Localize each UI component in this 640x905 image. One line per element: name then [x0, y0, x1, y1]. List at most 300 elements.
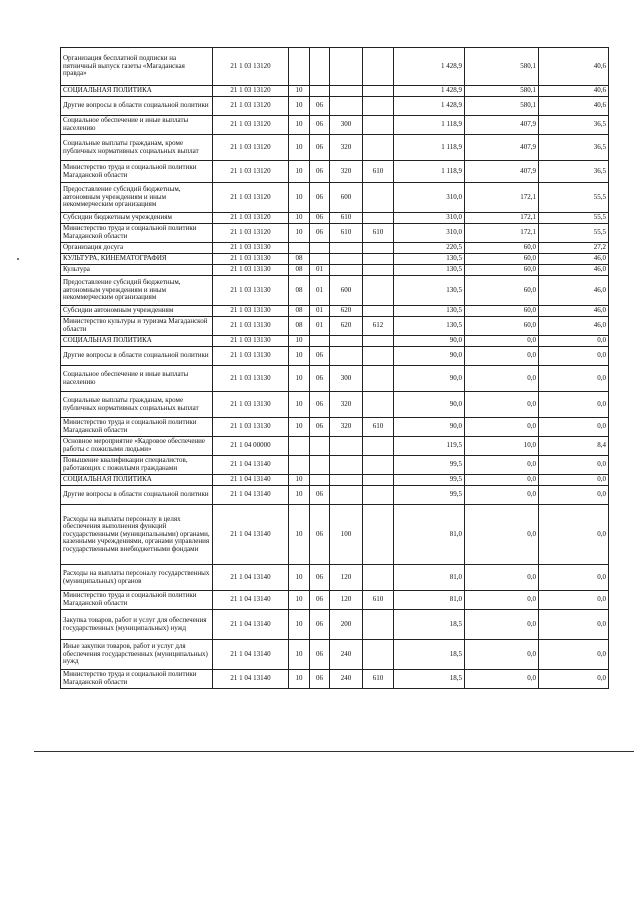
table-row — [61, 475, 609, 486]
row-expense-type: 600 — [330, 276, 363, 306]
row-section: 10 — [289, 505, 310, 565]
row-planned-amount: 310,0 — [394, 183, 465, 213]
row-planned-amount: 18,5 — [394, 670, 465, 689]
row-name: Министерство труда и социальной политики Магаданской области — [61, 418, 213, 437]
row-execution-percent: 36,5 — [539, 161, 609, 183]
row-section: 10 — [289, 116, 310, 135]
table-row — [61, 392, 609, 418]
row-subsection — [310, 86, 330, 97]
row-execution-percent: 55,5 — [539, 183, 609, 213]
row-subsection: 06 — [310, 392, 330, 418]
row-executed-amount: 407,9 — [465, 116, 539, 135]
row-name: Основное мероприятие «Кадровое обеспечение работы с пожилыми людьми» — [61, 437, 213, 456]
row-execution-percent: 0,0 — [539, 565, 609, 591]
row-section: 08 — [289, 254, 310, 265]
table-row — [61, 48, 609, 86]
row-planned-amount: 99,5 — [394, 475, 465, 486]
table-row — [61, 224, 609, 243]
row-executed-amount: 60,0 — [465, 306, 539, 317]
row-expense-type — [330, 243, 363, 254]
row-name: Повышение квалификации специалистов, работающих с пожилыми гражданами — [61, 456, 213, 475]
row-department — [363, 48, 394, 86]
row-department — [363, 640, 394, 670]
row-expense-type: 240 — [330, 640, 363, 670]
row-planned-amount: 1 118,9 — [394, 116, 465, 135]
table-row — [61, 347, 609, 366]
row-planned-amount: 18,5 — [394, 640, 465, 670]
row-subsection: 06 — [310, 161, 330, 183]
row-execution-percent: 0,0 — [539, 640, 609, 670]
row-execution-percent: 0,0 — [539, 610, 609, 640]
row-name: СОЦИАЛЬНАЯ ПОЛИТИКА — [61, 475, 213, 486]
scan-speck — [17, 258, 19, 260]
row-planned-amount: 1 118,9 — [394, 161, 465, 183]
row-target-code: 21 1 03 13130 — [213, 347, 289, 366]
row-department — [363, 456, 394, 475]
row-department — [363, 610, 394, 640]
table-row — [61, 183, 609, 213]
row-department: 610 — [363, 224, 394, 243]
row-subsection: 06 — [310, 565, 330, 591]
row-expense-type: 600 — [330, 183, 363, 213]
row-executed-amount: 60,0 — [465, 265, 539, 276]
row-name: Министерство культуры и туризма Магаданской области — [61, 317, 213, 336]
row-executed-amount: 60,0 — [465, 243, 539, 254]
row-planned-amount: 81,0 — [394, 565, 465, 591]
row-planned-amount: 310,0 — [394, 213, 465, 224]
row-subsection: 06 — [310, 610, 330, 640]
row-planned-amount: 1 118,9 — [394, 135, 465, 161]
row-subsection — [310, 336, 330, 347]
row-expense-type: 120 — [330, 565, 363, 591]
row-target-code: 21 1 03 13130 — [213, 306, 289, 317]
row-executed-amount: 407,9 — [465, 135, 539, 161]
table-row — [61, 670, 609, 689]
row-name: Закупка товаров, работ и услуг для обеспечения государственных (муниципальных) нужд — [61, 610, 213, 640]
table-row — [61, 97, 609, 116]
table-row — [61, 86, 609, 97]
row-expense-type: 200 — [330, 610, 363, 640]
row-execution-percent: 36,5 — [539, 116, 609, 135]
row-subsection: 06 — [310, 213, 330, 224]
row-name: Предоставление субсидий бюджетным, автономным учреждениям и иным некоммерческим организациям — [61, 183, 213, 213]
table-row — [61, 276, 609, 306]
row-name: Другие вопросы в области социальной политики — [61, 347, 213, 366]
row-subsection: 01 — [310, 276, 330, 306]
row-section: 10 — [289, 418, 310, 437]
row-target-code: 21 1 04 13140 — [213, 475, 289, 486]
row-subsection: 06 — [310, 505, 330, 565]
row-executed-amount: 0,0 — [465, 640, 539, 670]
row-target-code: 21 1 03 13120 — [213, 161, 289, 183]
row-section: 10 — [289, 392, 310, 418]
row-expense-type: 620 — [330, 317, 363, 336]
row-planned-amount: 99,5 — [394, 486, 465, 505]
row-expense-type: 300 — [330, 116, 363, 135]
row-name: СОЦИАЛЬНАЯ ПОЛИТИКА — [61, 86, 213, 97]
row-execution-percent: 46,0 — [539, 265, 609, 276]
row-department — [363, 565, 394, 591]
row-target-code: 21 1 03 13120 — [213, 224, 289, 243]
row-execution-percent: 46,0 — [539, 306, 609, 317]
table-row — [61, 254, 609, 265]
row-target-code: 21 1 03 13130 — [213, 254, 289, 265]
row-name: Другие вопросы в области социальной политики — [61, 486, 213, 505]
row-target-code: 21 1 03 13120 — [213, 48, 289, 86]
table-row — [61, 243, 609, 254]
row-subsection — [310, 437, 330, 456]
row-name: Другие вопросы в области социальной политики — [61, 97, 213, 116]
row-executed-amount: 10,0 — [465, 437, 539, 456]
row-subsection: 06 — [310, 347, 330, 366]
row-name: Расходы на выплаты персоналу государственных (муниципальных) органов — [61, 565, 213, 591]
budget-table — [60, 47, 609, 689]
row-section: 08 — [289, 265, 310, 276]
row-expense-type: 320 — [330, 392, 363, 418]
row-expense-type: 320 — [330, 418, 363, 437]
row-department: 610 — [363, 161, 394, 183]
row-planned-amount: 1 428,9 — [394, 86, 465, 97]
row-department — [363, 392, 394, 418]
row-name: Социальные выплаты гражданам, кроме публичных нормативных социальных выплат — [61, 135, 213, 161]
table-row — [61, 437, 609, 456]
row-expense-type: 120 — [330, 591, 363, 610]
row-expense-type: 620 — [330, 306, 363, 317]
row-department — [363, 86, 394, 97]
row-name: Социальные выплаты гражданам, кроме публичных нормативных социальных выплат — [61, 392, 213, 418]
row-name: Иные закупки товаров, работ и услуг для обеспечения государственных (муниципальных) нужд — [61, 640, 213, 670]
row-subsection — [310, 48, 330, 86]
row-subsection: 06 — [310, 486, 330, 505]
row-target-code: 21 1 03 13120 — [213, 183, 289, 213]
row-department: 610 — [363, 418, 394, 437]
row-expense-type — [330, 475, 363, 486]
row-expense-type — [330, 347, 363, 366]
row-planned-amount: 1 428,9 — [394, 97, 465, 116]
row-planned-amount: 130,5 — [394, 276, 465, 306]
row-expense-type: 320 — [330, 161, 363, 183]
row-executed-amount: 0,0 — [465, 475, 539, 486]
row-execution-percent: 46,0 — [539, 317, 609, 336]
row-executed-amount: 407,9 — [465, 161, 539, 183]
row-department — [363, 475, 394, 486]
row-name: Министерство труда и социальной политики Магаданской области — [61, 224, 213, 243]
row-executed-amount: 0,0 — [465, 336, 539, 347]
row-planned-amount: 90,0 — [394, 418, 465, 437]
row-target-code: 21 1 03 13130 — [213, 418, 289, 437]
row-target-code: 21 1 04 13140 — [213, 456, 289, 475]
row-subsection: 06 — [310, 418, 330, 437]
row-department — [363, 306, 394, 317]
row-execution-percent: 36,5 — [539, 135, 609, 161]
row-subsection — [310, 456, 330, 475]
row-department — [363, 505, 394, 565]
row-name: Социальное обеспечение и иные выплаты населению — [61, 116, 213, 135]
row-target-code: 21 1 04 00000 — [213, 437, 289, 456]
row-subsection: 01 — [310, 306, 330, 317]
table-row — [61, 306, 609, 317]
row-expense-type — [330, 86, 363, 97]
row-department — [363, 366, 394, 392]
table-row — [61, 161, 609, 183]
row-section: 10 — [289, 366, 310, 392]
row-planned-amount: 1 428,9 — [394, 48, 465, 86]
table-row — [61, 366, 609, 392]
row-execution-percent: 0,0 — [539, 366, 609, 392]
row-target-code: 21 1 03 13120 — [213, 86, 289, 97]
row-name: Культура — [61, 265, 213, 276]
row-planned-amount: 90,0 — [394, 347, 465, 366]
row-executed-amount: 0,0 — [465, 418, 539, 437]
row-department — [363, 243, 394, 254]
row-planned-amount: 130,5 — [394, 265, 465, 276]
row-subsection: 06 — [310, 183, 330, 213]
row-expense-type — [330, 336, 363, 347]
row-name: Министерство труда и социальной политики Магаданской области — [61, 161, 213, 183]
row-expense-type: 320 — [330, 135, 363, 161]
row-planned-amount: 18,5 — [394, 610, 465, 640]
row-executed-amount: 0,0 — [465, 565, 539, 591]
row-department: 610 — [363, 670, 394, 689]
row-name: Организация досуга — [61, 243, 213, 254]
table-row — [61, 336, 609, 347]
table-row — [61, 135, 609, 161]
row-department — [363, 347, 394, 366]
row-expense-type — [330, 456, 363, 475]
row-target-code: 21 1 04 13140 — [213, 565, 289, 591]
row-execution-percent: 55,5 — [539, 224, 609, 243]
table-row — [61, 265, 609, 276]
row-section — [289, 437, 310, 456]
row-expense-type: 300 — [330, 366, 363, 392]
row-executed-amount: 580,1 — [465, 48, 539, 86]
row-executed-amount: 0,0 — [465, 505, 539, 565]
row-department — [363, 213, 394, 224]
row-subsection: 06 — [310, 366, 330, 392]
table-row — [61, 505, 609, 565]
row-subsection: 01 — [310, 265, 330, 276]
row-executed-amount: 60,0 — [465, 317, 539, 336]
row-department — [363, 437, 394, 456]
row-target-code: 21 1 03 13120 — [213, 97, 289, 116]
row-executed-amount: 580,1 — [465, 97, 539, 116]
row-executed-amount: 0,0 — [465, 347, 539, 366]
row-execution-percent: 0,0 — [539, 670, 609, 689]
row-planned-amount: 90,0 — [394, 392, 465, 418]
row-section — [289, 243, 310, 254]
row-section: 10 — [289, 224, 310, 243]
row-section: 08 — [289, 276, 310, 306]
row-target-code: 21 1 04 13140 — [213, 610, 289, 640]
table-row — [61, 213, 609, 224]
row-executed-amount: 60,0 — [465, 276, 539, 306]
row-planned-amount: 130,5 — [394, 306, 465, 317]
row-name: Субсидии бюджетным учреждениям — [61, 213, 213, 224]
row-name: Предоставление субсидий бюджетным, автономным учреждениям и иным некоммерческим организациям — [61, 276, 213, 306]
row-department — [363, 276, 394, 306]
row-expense-type: 240 — [330, 670, 363, 689]
row-department — [363, 254, 394, 265]
row-section: 10 — [289, 610, 310, 640]
budget-table-body — [61, 48, 609, 689]
row-target-code: 21 1 03 13120 — [213, 135, 289, 161]
row-section: 10 — [289, 213, 310, 224]
row-executed-amount: 172,1 — [465, 183, 539, 213]
row-expense-type — [330, 254, 363, 265]
row-target-code: 21 1 03 13130 — [213, 317, 289, 336]
row-execution-percent: 0,0 — [539, 475, 609, 486]
page-bottom-rule — [34, 751, 634, 752]
row-section: 10 — [289, 336, 310, 347]
row-name: Министерство труда и социальной политики Магаданской области — [61, 670, 213, 689]
row-target-code: 21 1 03 13130 — [213, 243, 289, 254]
row-section: 10 — [289, 640, 310, 670]
row-section: 08 — [289, 306, 310, 317]
row-subsection: 06 — [310, 116, 330, 135]
row-executed-amount: 0,0 — [465, 366, 539, 392]
row-subsection — [310, 475, 330, 486]
row-executed-amount: 0,0 — [465, 591, 539, 610]
row-planned-amount: 119,5 — [394, 437, 465, 456]
row-section: 10 — [289, 670, 310, 689]
row-section: 10 — [289, 591, 310, 610]
row-target-code: 21 1 03 13120 — [213, 116, 289, 135]
row-planned-amount: 90,0 — [394, 336, 465, 347]
row-section: 10 — [289, 86, 310, 97]
row-planned-amount: 130,5 — [394, 254, 465, 265]
row-target-code: 21 1 04 13140 — [213, 486, 289, 505]
row-execution-percent: 0,0 — [539, 418, 609, 437]
row-subsection: 06 — [310, 224, 330, 243]
row-department: 610 — [363, 591, 394, 610]
row-execution-percent: 46,0 — [539, 276, 609, 306]
row-subsection: 06 — [310, 640, 330, 670]
row-execution-percent: 27,2 — [539, 243, 609, 254]
row-section: 08 — [289, 317, 310, 336]
row-subsection: 06 — [310, 670, 330, 689]
row-name: Субсидии автономным учреждениям — [61, 306, 213, 317]
row-name: СОЦИАЛЬНАЯ ПОЛИТИКА — [61, 336, 213, 347]
row-executed-amount: 60,0 — [465, 254, 539, 265]
row-executed-amount: 0,0 — [465, 456, 539, 475]
row-target-code: 21 1 04 13140 — [213, 640, 289, 670]
table-row — [61, 591, 609, 610]
row-expense-type — [330, 97, 363, 116]
table-row — [61, 116, 609, 135]
row-target-code: 21 1 03 13120 — [213, 213, 289, 224]
row-planned-amount: 81,0 — [394, 591, 465, 610]
row-target-code: 21 1 04 13140 — [213, 505, 289, 565]
row-section: 10 — [289, 565, 310, 591]
row-department — [363, 265, 394, 276]
table-row — [61, 486, 609, 505]
row-planned-amount: 310,0 — [394, 224, 465, 243]
row-expense-type — [330, 265, 363, 276]
row-planned-amount: 81,0 — [394, 505, 465, 565]
row-department — [363, 97, 394, 116]
row-executed-amount: 0,0 — [465, 670, 539, 689]
row-target-code: 21 1 03 13130 — [213, 392, 289, 418]
row-subsection: 06 — [310, 135, 330, 161]
row-execution-percent: 40,6 — [539, 48, 609, 86]
row-execution-percent: 0,0 — [539, 456, 609, 475]
table-row — [61, 456, 609, 475]
row-planned-amount: 130,5 — [394, 317, 465, 336]
row-execution-percent: 0,0 — [539, 347, 609, 366]
row-target-code: 21 1 03 13130 — [213, 276, 289, 306]
row-department — [363, 183, 394, 213]
row-name: Министерство труда и социальной политики Магаданской области — [61, 591, 213, 610]
row-section: 10 — [289, 161, 310, 183]
row-executed-amount: 0,0 — [465, 486, 539, 505]
row-expense-type — [330, 486, 363, 505]
row-execution-percent: 55,5 — [539, 213, 609, 224]
row-expense-type: 610 — [330, 224, 363, 243]
row-target-code: 21 1 04 13140 — [213, 591, 289, 610]
row-name: Расходы на выплаты персоналу в целях обеспечения выполнения функций государственными (муниципальными) органами, казенными учреждениями, органами управления государственными внебюджетными фондами — [61, 505, 213, 565]
row-section: 10 — [289, 347, 310, 366]
row-expense-type — [330, 437, 363, 456]
table-row — [61, 565, 609, 591]
table-row — [61, 640, 609, 670]
row-department — [363, 135, 394, 161]
row-expense-type — [330, 48, 363, 86]
row-planned-amount: 220,5 — [394, 243, 465, 254]
row-section: 10 — [289, 97, 310, 116]
row-name: КУЛЬТУРА, КИНЕМАТОГРАФИЯ — [61, 254, 213, 265]
row-execution-percent: 0,0 — [539, 392, 609, 418]
row-planned-amount: 99,5 — [394, 456, 465, 475]
row-execution-percent: 0,0 — [539, 505, 609, 565]
row-subsection: 01 — [310, 317, 330, 336]
row-department — [363, 336, 394, 347]
row-target-code: 21 1 04 13140 — [213, 670, 289, 689]
row-execution-percent: 40,6 — [539, 97, 609, 116]
row-target-code: 21 1 03 13130 — [213, 366, 289, 392]
row-section: 10 — [289, 183, 310, 213]
row-target-code: 21 1 03 13130 — [213, 336, 289, 347]
row-name: Социальное обеспечение и иные выплаты населению — [61, 366, 213, 392]
row-section: 10 — [289, 135, 310, 161]
row-planned-amount: 90,0 — [394, 366, 465, 392]
row-executed-amount: 172,1 — [465, 224, 539, 243]
row-expense-type: 610 — [330, 213, 363, 224]
table-row — [61, 317, 609, 336]
row-executed-amount: 0,0 — [465, 392, 539, 418]
row-section — [289, 48, 310, 86]
row-execution-percent: 0,0 — [539, 336, 609, 347]
row-execution-percent: 46,0 — [539, 254, 609, 265]
row-section: 10 — [289, 486, 310, 505]
row-section: 10 — [289, 475, 310, 486]
row-name: Организация бесплатной подписки на пятничный выпуск газеты «Магаданская правда» — [61, 48, 213, 86]
row-subsection: 06 — [310, 591, 330, 610]
table-row — [61, 418, 609, 437]
row-department: 612 — [363, 317, 394, 336]
row-subsection — [310, 243, 330, 254]
row-execution-percent: 0,0 — [539, 591, 609, 610]
row-subsection: 06 — [310, 97, 330, 116]
row-section — [289, 456, 310, 475]
row-department — [363, 116, 394, 135]
row-department — [363, 486, 394, 505]
row-executed-amount: 0,0 — [465, 610, 539, 640]
row-subsection — [310, 254, 330, 265]
row-executed-amount: 580,1 — [465, 86, 539, 97]
row-target-code: 21 1 03 13130 — [213, 265, 289, 276]
row-execution-percent: 40,6 — [539, 86, 609, 97]
row-expense-type: 100 — [330, 505, 363, 565]
